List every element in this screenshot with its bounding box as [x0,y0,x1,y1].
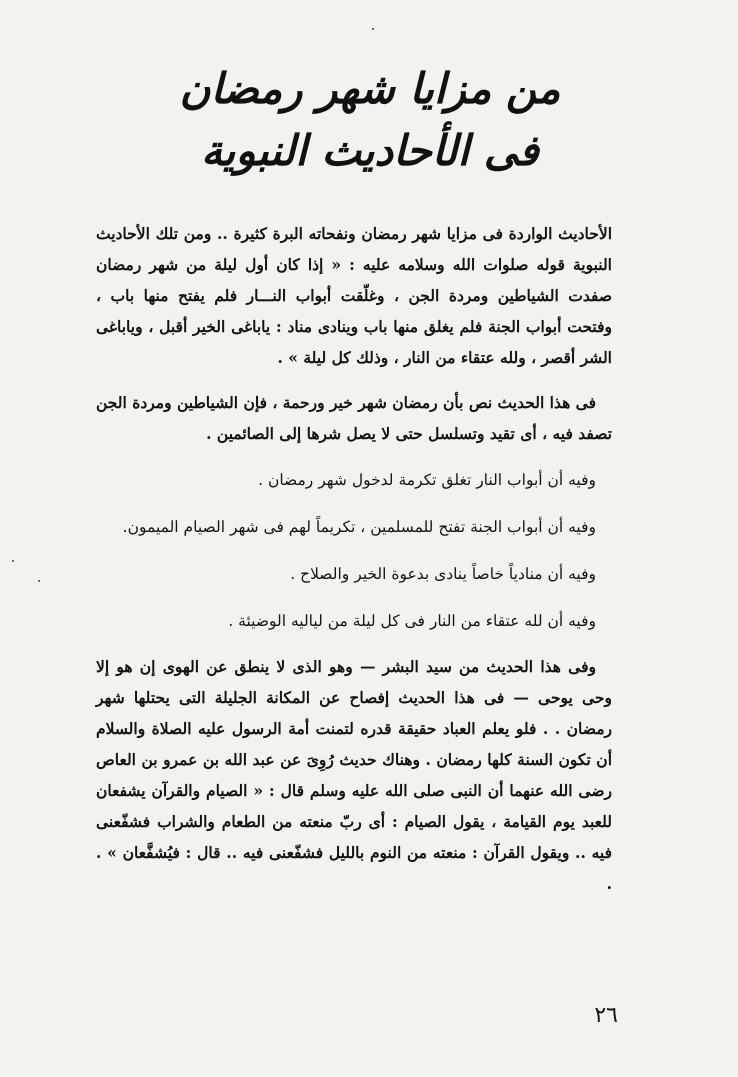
page-number: ٢٦ [594,1003,618,1028]
paragraph-intercession: وفى هذا الحديث من سيد البشر — وهو الذى لا ينطق عن الهوى إن هو إلا وحى يوحى — فى هذا الحديث إفصاح عن المكانة الجليلة التى يحتلها شهر رمضان . . فلو يعلم العباد حقيقة قدره لتمنت أمة الرسول عليه الصلاة والسلام أن تكون السنة كلها رمضان . وهناك حديث رُوِىَ عن عبد الله بن عمرو بن العاص رضى الله عنهما أن النبى صلى الله عليه وسلم قال : « الصيام والقرآن يشفعان للعبد يوم القيامة ، يقول الصيام : أى ربّ منعته من الطعام والشراب فشفّعنى فيه .. ويقول القرآن : منعته من النوم بالليل فشفّعنى فيه .. قال : فيُشفَّعان » . . [96,657,612,893]
paragraph-fire-gates: وفيه أن أبواب النار تغلق تكرمة لدخول شهر رمضان . [258,471,596,489]
paragraph-caller: وفيه أن منادياً خاصاً ينادى بدعوة الخير والصلاح . [290,565,596,583]
paragraph-freed-souls: وفيه أن لله عتقاء من النار فى كل ليلة من لياليه الوضيئة . [228,612,596,630]
paragraph-explanation: فى هذا الحديث نص بأن رمضان شهر خير ورحمة ، فإن الشياطين ومردة الجن تصفد فيه ، أى تقيد وتسلسل حتى لا يصل شرها إلى الصائمين . [96,393,612,443]
scan-speck [372,28,374,30]
scan-speck [12,560,14,562]
chapter-body [96,218,612,899]
paragraph-hadith-intro: الأحاديث الواردة فى مزايا شهر رمضان ونفحاته البرة كثيرة .. ومن تلك الأحاديث النبوية قوله صلوات الله وسلامه عليه : « إذا كان أول ليلة من شهر رمضان صفدت الشياطين ومردة الجن ، وغلّقت أبواب النـــار فلم يفتح منها باب ، وفتحت أبواب الجنة فلم يغلق منها باب وينادى مناد : ياباغى الخير أقبل ، وياباغى الشر أقصر ، ولله عتقاء من النار ، وذلك كل ليلة » . [96,224,612,367]
scan-speck [38,580,40,582]
paragraph-paradise-gates: وفيه أن أبواب الجنة تفتح للمسلمين ، تكريماً لهم فى شهر الصيام الميمون. [122,518,596,536]
chapter-title [150,58,590,182]
chapter-title-line-2: فى الأحاديث النبوية [201,126,539,175]
chapter-title-line-1: من مزايا شهر رمضان [179,64,561,113]
